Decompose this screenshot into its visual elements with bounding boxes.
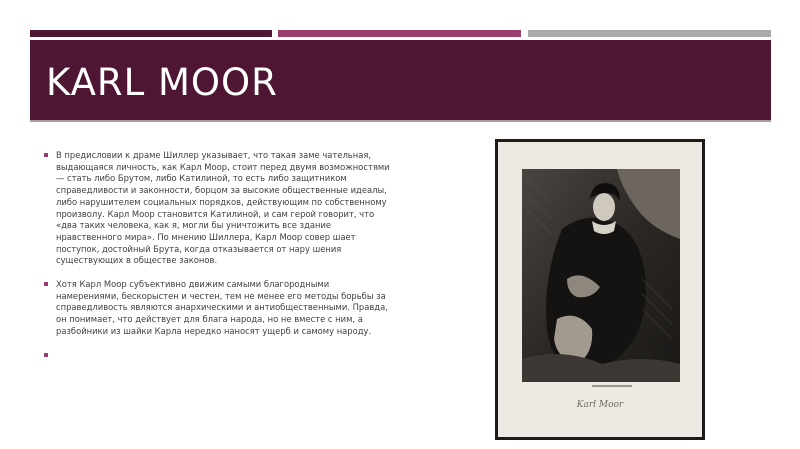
portrait-caption: Karl Moor bbox=[576, 400, 624, 410]
decorative-top-bars bbox=[30, 30, 771, 37]
title-band bbox=[30, 40, 771, 122]
body-text bbox=[44, 150, 394, 350]
slide-title: KARL MOOR bbox=[46, 61, 278, 104]
engraving-icon bbox=[522, 169, 680, 382]
portrait-image bbox=[495, 139, 705, 440]
bullet-paragraph-2 bbox=[44, 279, 394, 338]
square-bullet-icon bbox=[44, 153, 48, 157]
bullet-paragraph-1 bbox=[44, 150, 394, 267]
paragraph-text: Хотя Карл Моор субъективно движим самыми благородными намерениями, бескорыстен и честен, тем не менее его методы борьбы за справедливость являются анархическими и антиобщественными. Правда, он понимает, что действует для блага народа, но не вместе с ним, а разбойники из шайки Карла нередко наносят ущерб и самому народу. bbox=[56, 279, 388, 336]
square-bullet-icon bbox=[44, 353, 48, 357]
square-bullet-icon bbox=[44, 282, 48, 286]
engraving-illustration bbox=[522, 169, 680, 382]
accent-bar-magenta bbox=[278, 30, 521, 37]
portrait-paper bbox=[498, 142, 702, 437]
paragraph-text: В предисловии к драме Шиллер указывает, что такая заме чательная, выдающаяся личность, как Карл Моор, стоит перед двумя возможностями — стать либо Брутом, либо Катилиной, то есть либо защитником справедливости и законности, борцом за высокие общественные идеалы, либо нарушителем социальных порядков, действующим по собственному произволу. Карл Моор становится Катилиной, и сам герой говорит, что «два таких человека, как я, могли бы уничтожить все здание нравственного мира». По мнению Шиллера, Карл Моор совер шает поступок, достойный Брута, когда отказывается от нару шения существующих в обществе законов. bbox=[56, 150, 390, 266]
engraver-credit-mark bbox=[592, 385, 632, 387]
accent-bar-dark bbox=[30, 30, 272, 37]
accent-bar-gray bbox=[528, 30, 771, 37]
